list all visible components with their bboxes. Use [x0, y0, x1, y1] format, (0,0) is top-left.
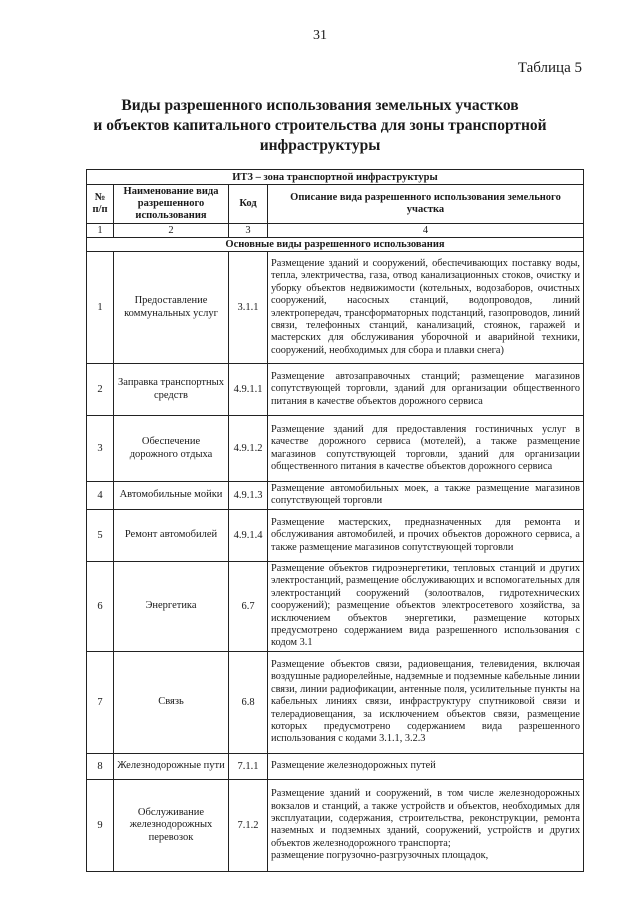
title-line-2: и объектов капитального строительства для зоны транспортной — [93, 117, 547, 134]
row-number: 2 — [87, 364, 114, 416]
page-number: 31 — [313, 28, 327, 43]
title-line-3: инфраструктуры — [259, 137, 381, 154]
column-index-row — [87, 224, 584, 238]
use-description: Размещение железнодорожных путей — [268, 753, 584, 779]
use-code: 7.1.2 — [229, 779, 268, 871]
use-code: 6.8 — [229, 651, 268, 753]
col-header-num: № п/п — [87, 185, 114, 224]
table-row — [87, 252, 584, 364]
col-header-code: Код — [229, 185, 268, 224]
use-code: 4.9.1.2 — [229, 416, 268, 482]
use-code: 4.9.1.1 — [229, 364, 268, 416]
use-name: Связь — [114, 651, 229, 753]
use-code: 6.7 — [229, 561, 268, 651]
col-index: 2 — [114, 224, 229, 238]
table-row — [87, 482, 584, 510]
table-row — [87, 651, 584, 753]
use-name: Предоставление коммунальных услуг — [114, 252, 229, 364]
use-name: Обслуживание железнодорожных перевозок — [114, 779, 229, 871]
use-description-main: Размещение зданий и сооружений, в том числе железнодорожных вокзалов и станций, а также устройств и объектов, необходимых для эксплуатации, содержания, строительства, реконструкции, ремонта наземных и подземных зданий, сооружений, устройств и других объектов железнодорожного транспорта; — [271, 788, 580, 849]
use-description: Размещение объектов связи, радиовещания, телевидения, включая воздушные радиорелейные, надземные и подземные кабельные линии связи, линии радиофикации, антенные поля, усилительные пункты на кабельных линиях связи, инфраструктуру спутниковой связи и телерадиовещания, за исключением объектов связи, размещение которых предусмотрено содержанием вида разрешенного использования с кодами 3.1.1, 3.2.3 — [268, 651, 584, 753]
use-description — [268, 779, 584, 871]
document-title — [80, 96, 560, 156]
use-description: Размещение зданий для предоставления гостиничных услуг в качестве дорожного сервиса (мотелей), а также размещение магазинов сопутствующей торговли, зданий для организации общественного питания в качестве объектов дорожного сервиса — [268, 416, 584, 482]
row-number: 5 — [87, 509, 114, 561]
use-description: Размещение мастерских, предназначенных для ремонта и обслуживания автомобилей, и прочих объектов дорожного сервиса, а также размещение магазинов сопутствующей торговли — [268, 509, 584, 561]
use-code: 7.1.1 — [229, 753, 268, 779]
table-row — [87, 416, 584, 482]
table-row — [87, 364, 584, 416]
use-description-extra: размещение погрузочно-разгрузочных площадок, — [271, 850, 489, 862]
use-name: Заправка транспортных средств — [114, 364, 229, 416]
row-number: 7 — [87, 651, 114, 753]
land-use-table — [86, 169, 584, 872]
use-name: Железнодорожные пути — [114, 753, 229, 779]
row-number: 1 — [87, 252, 114, 364]
use-description: Размещение зданий и сооружений, обеспечивающих поставку воды, тепла, электричества, газа, отвод канализационных стоков, очистку и уборку объектов недвижимости (котельных, водозаборов, очистных сооружений, насосных станций, водопроводов, линий электропередач, трансформаторных подстанций, газопроводов, линий связи, телефонных станций, канализаций, стоянок, гаражей и мастерских для обслуживания уборочной и аварийной техники, сооружений, необходимых для сбора и плавки снега) — [268, 252, 584, 364]
col-index: 3 — [229, 224, 268, 238]
use-name: Обеспечение дорожного отдыха — [114, 416, 229, 482]
table-row — [87, 753, 584, 779]
title-line-1: Виды разрешенного использования земельных участков — [121, 97, 519, 114]
col-header-name: Наименование вида разрешенного использования — [114, 185, 229, 224]
use-name: Ремонт автомобилей — [114, 509, 229, 561]
column-header-row — [87, 185, 584, 224]
zone-header: ИТЗ – зона транспортной инфраструктуры — [87, 170, 584, 185]
table-row — [87, 509, 584, 561]
table-row — [87, 561, 584, 651]
use-code: 3.1.1 — [229, 252, 268, 364]
use-name: Автомобильные мойки — [114, 482, 229, 510]
row-number: 4 — [87, 482, 114, 510]
table-caption: Таблица 5 — [517, 60, 582, 76]
table-row — [87, 779, 584, 871]
col-header-desc: Описание вида разрешенного использования земельного участка — [268, 185, 584, 224]
use-description: Размещение автомобильных моек, а также размещение магазинов сопутствующей торговли — [268, 482, 584, 510]
use-code: 4.9.1.3 — [229, 482, 268, 510]
use-name: Энергетика — [114, 561, 229, 651]
use-code: 4.9.1.4 — [229, 509, 268, 561]
col-index: 4 — [268, 224, 584, 238]
row-number: 3 — [87, 416, 114, 482]
row-number: 6 — [87, 561, 114, 651]
zone-header-row — [87, 170, 584, 185]
use-description: Размещение автозаправочных станций; размещение магазинов сопутствующей торговли, зданий для организации общественного питания в качестве объектов дорожного сервиса — [268, 364, 584, 416]
use-description: Размещение объектов гидроэнергетики, тепловых станций и других электростанций, размещение обслуживающих и вспомогательных для электростанций сооружений (золоотвалов, гидротехнических сооружений); размещение объектов электросетевого хозяйства, за исключением объектов энергетики, размещение которых предусмотрено содержанием вида разрешенного использования с кодом 3.1 — [268, 561, 584, 651]
group-header: Основные виды разрешенного использования — [87, 238, 584, 252]
row-number: 8 — [87, 753, 114, 779]
col-index: 1 — [87, 224, 114, 238]
row-number: 9 — [87, 779, 114, 871]
group-header-row — [87, 238, 584, 252]
